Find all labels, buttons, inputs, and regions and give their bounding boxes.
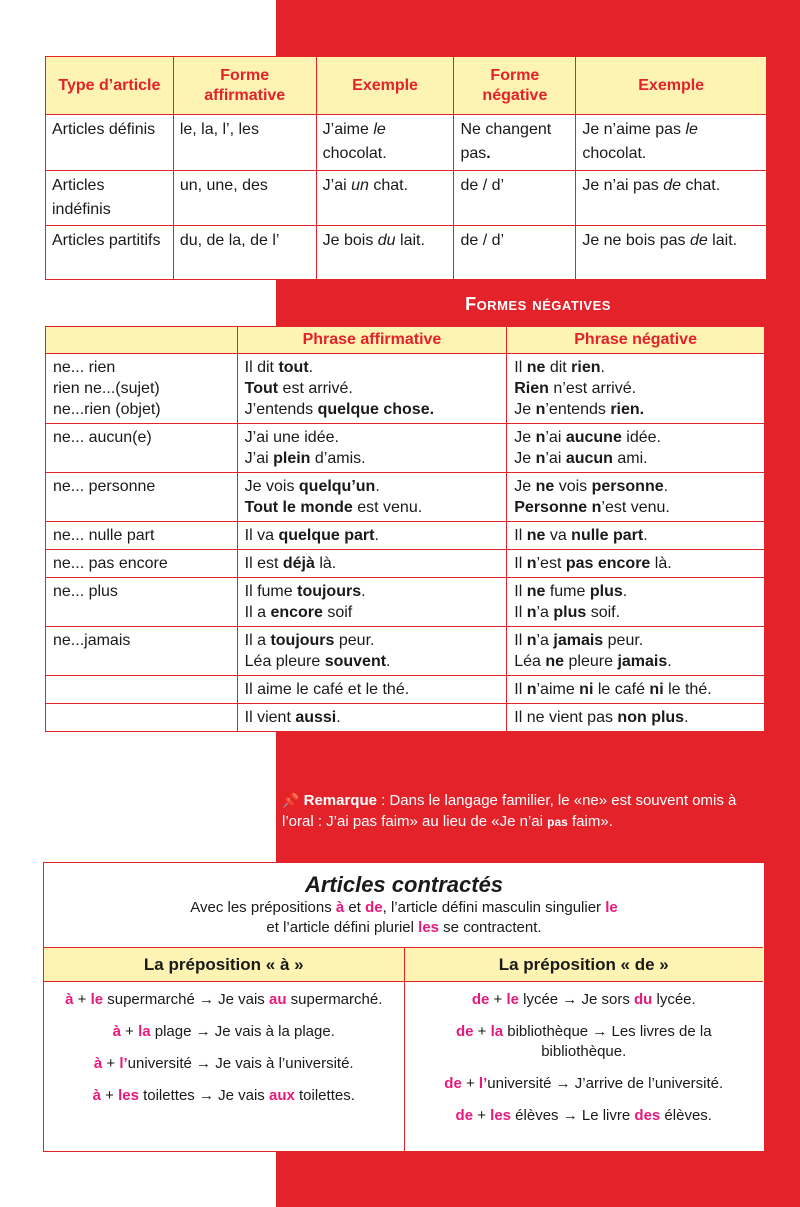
article-aff: le, la, l’, les	[173, 115, 316, 171]
negation-form: ne... rien rien ne...(sujet) ne...rien (objet)	[46, 354, 238, 424]
table-row	[46, 226, 767, 280]
contraction-example: de + le lycée → Je sors du lycée.	[471, 991, 696, 1008]
column-preposition-a	[44, 947, 404, 1151]
pin-icon: 📌	[282, 792, 300, 808]
article-example: Je bois du lait.	[316, 226, 454, 280]
sentence-line: Léa ne pleure jamais.	[514, 653, 672, 670]
contractes-columns	[44, 947, 763, 1151]
negation-form: ne...jamais	[46, 627, 238, 676]
sentence-line: Il dit tout.	[244, 359, 314, 376]
sentence-line: Tout le monde est venu.	[244, 499, 423, 516]
article-neg: de / d’	[454, 171, 576, 226]
articles-table	[45, 56, 767, 280]
sentence-line: Il aime le café et le thé.	[244, 681, 410, 698]
table-row	[46, 704, 765, 732]
negative-phrase	[507, 627, 765, 676]
negation-form	[46, 704, 238, 732]
article-aff: du, de la, de l’	[173, 226, 316, 280]
table-row	[46, 424, 765, 473]
contractes-intro: Avec les prépositions à et de, l’article défini masculin singulier le	[190, 899, 618, 916]
negative-phrase	[507, 550, 765, 578]
sentence-line: Il n’a jamais peur.	[514, 632, 644, 649]
sentence-line: Il fume toujours.	[244, 583, 366, 600]
negative-phrase	[507, 578, 765, 627]
table-row	[46, 115, 767, 171]
article-aff: un, une, des	[173, 171, 316, 226]
affirmative-phrase	[237, 473, 507, 522]
negation-form	[46, 676, 238, 704]
affirmative-phrase	[237, 627, 507, 676]
sentence-line: Léa pleure souvent.	[244, 653, 391, 670]
articles-header-row	[46, 57, 767, 115]
negative-phrase	[507, 354, 765, 424]
negation-form: ne... pas encore	[46, 550, 238, 578]
sentence-line: Il est déjà là.	[244, 555, 337, 572]
sentence-line: Il va quelque part.	[244, 527, 379, 544]
affirmative-phrase	[237, 424, 507, 473]
negative-phrase	[507, 424, 765, 473]
header-empty	[46, 327, 238, 354]
sentence-line: Il n’a plus soif.	[514, 604, 621, 621]
article-type: Articles partitifs	[46, 226, 174, 280]
negation-form: ne... aucun(e)	[46, 424, 238, 473]
article-neg: de / d’	[454, 226, 576, 280]
header-type: Type d’article	[46, 57, 174, 115]
table-row	[46, 171, 767, 226]
table-row	[46, 473, 765, 522]
header-forme-affirmative: Forme affirmative	[173, 57, 316, 115]
contraction-example: à + l’université → Je vais à l’université.	[93, 1055, 354, 1072]
sentence-line: Rien n’est arrivé.	[514, 380, 637, 397]
section-title-formes-negatives: Formes négatives	[465, 294, 611, 314]
sentence-line: J’ai une idée.	[244, 429, 339, 446]
sentence-line: J’entends quelque chose.	[244, 401, 435, 418]
affirmative-phrase	[237, 522, 507, 550]
header-exemple: Exemple	[576, 57, 767, 115]
header-forme-negative: Forme négative	[454, 57, 576, 115]
sentence-line: Je n’entends rien.	[514, 401, 645, 418]
sentence-line: Il a encore soif	[244, 604, 353, 621]
article-type: Articles indéfinis	[46, 171, 174, 226]
remarque-label: Remarque	[303, 792, 377, 809]
remarque-text: : Dans le langage familier, le «ne» est souvent omis à l’oral : J’ai pas faim» au lieu de «Je n’ai	[282, 792, 737, 830]
sentence-line: Il vient aussi.	[244, 709, 341, 726]
sentence-line: Il ne va nulle part.	[514, 527, 648, 544]
contraction-example: à + la plage → Je vais à la plage.	[112, 1023, 335, 1040]
sentence-line: Il n’aime ni le café ni le thé.	[514, 681, 712, 698]
sentence-line: Je n’ai aucun ami.	[514, 450, 648, 467]
affirmative-phrase	[237, 354, 507, 424]
header-phrase-affirmative: Phrase affirmative	[237, 327, 507, 354]
negative-phrase	[507, 676, 765, 704]
column-title: La préposition « à »	[44, 948, 404, 982]
table-row	[46, 550, 765, 578]
article-example: J’ai un chat.	[316, 171, 454, 226]
articles-contractes-box	[43, 862, 765, 1152]
table-row	[46, 354, 765, 424]
contractes-title: Articles contractés	[304, 872, 504, 897]
article-example: Je n’aime pas le chocolat.	[576, 115, 767, 171]
table-row	[46, 522, 765, 550]
sentence-line: Il ne fume plus.	[514, 583, 628, 600]
sentence-line: Personne n’est venu.	[514, 499, 670, 516]
header-phrase-negative: Phrase négative	[507, 327, 765, 354]
contraction-example: de + l’université → J’arrive de l’université.	[444, 1075, 724, 1092]
sentence-line: Je ne vois personne.	[514, 478, 669, 495]
column-title: La préposition « de »	[405, 948, 764, 982]
affirmative-phrase	[237, 550, 507, 578]
column-preposition-de	[404, 947, 764, 1151]
article-example: Je ne bois pas de lait.	[576, 226, 767, 280]
negative-phrase	[507, 522, 765, 550]
sentence-line: Il a toujours peur.	[244, 632, 375, 649]
negative-phrase	[507, 704, 765, 732]
negatives-table	[45, 326, 765, 732]
sentence-line: J’ai plein d’amis.	[244, 450, 366, 467]
negation-form: ne... personne	[46, 473, 238, 522]
remarque-note: 📌 Remarque : Dans le langage familier, le «ne» est souvent omis à l’oral : J’ai pas faim» au lieu de «Je n’ai pas faim».	[282, 792, 737, 830]
contraction-example: de + la bibliothèque → Les livres de la bibliothèque.	[455, 1023, 712, 1060]
contraction-example: de + les élèves → Le livre des élèves.	[455, 1107, 712, 1124]
article-neg: Ne changent pas.	[454, 115, 576, 171]
sentence-line: Je vois quelqu’un.	[244, 478, 380, 495]
sentence-line: Tout est arrivé.	[244, 380, 353, 397]
sentence-line: Je n’ai aucune idée.	[514, 429, 661, 446]
table-row	[46, 676, 765, 704]
header-exemple: Exemple	[316, 57, 454, 115]
affirmative-phrase	[237, 578, 507, 627]
sentence-line: Il ne dit rien.	[514, 359, 605, 376]
sentence-line: Il n’est pas encore là.	[514, 555, 672, 572]
affirmative-phrase	[237, 704, 507, 732]
article-type: Articles définis	[46, 115, 174, 171]
article-example: Je n’ai pas de chat.	[576, 171, 767, 226]
affirmative-phrase	[237, 676, 507, 704]
negation-form: ne... nulle part	[46, 522, 238, 550]
negatives-header-row	[46, 327, 765, 354]
contraction-example: à + le supermarché → Je vais au supermarché.	[65, 991, 383, 1008]
sentence-line: Il ne vient pas non plus.	[514, 709, 689, 726]
contraction-example: à + les toilettes → Je vais aux toilettes.	[92, 1087, 355, 1104]
table-row	[46, 627, 765, 676]
article-example: J’aime le chocolat.	[316, 115, 454, 171]
table-row	[46, 578, 765, 627]
contractes-intro: et l’article défini pluriel les se contractent.	[266, 919, 542, 936]
negative-phrase	[507, 473, 765, 522]
negation-form: ne... plus	[46, 578, 238, 627]
